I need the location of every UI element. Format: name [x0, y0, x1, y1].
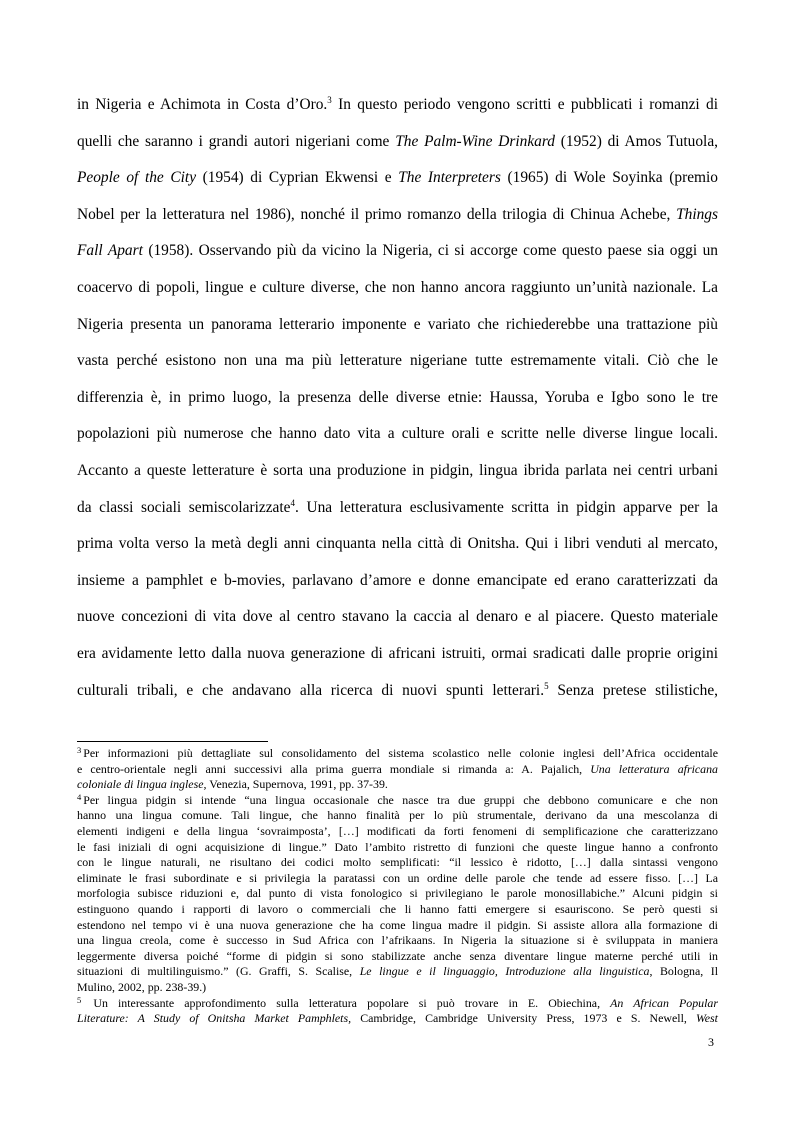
italic-title: Literature: A Study of Onitsha Market Pamphlets, — [77, 1011, 352, 1026]
text-line: in Nigeria e Achimota in Costa d’Oro.$^3$ In questo periodo vengono scritti e pubblicati i romanzi di — [77, 95, 718, 113]
footnote-line: e centro-orientale negli anni successivi alla prima guerra mondiale si rimanda a: A. Pajalich, Una letteratura africana — [77, 761, 719, 776]
text-line: vasta perché esistono non una ma più letterature nigeriane tutte estremamente vitali. Ciò che le — [77, 352, 718, 370]
footnote-number: 3 — [77, 745, 82, 755]
footnote-number: 4 — [77, 791, 82, 802]
text-line: insieme a pamphlet e b-movies, parlavano d’amore e donne emancipate ed erano caratterizzati da — [77, 571, 718, 589]
footnote-reference[interactable]: 3 — [327, 95, 332, 105]
footnote-line: con le lingue naturali, ne risultano dei codici molto semplificati: “il lessico è ridotto, […] dalla sintassi vengono — [77, 855, 718, 870]
footnote-line: Literature: A Study of Onitsha Market Pamphlets, Cambridge, Cambridge University Press, 1973 e S. Newell, West — [77, 1011, 718, 1026]
footnote-line: hanno una lingua comune. Tali lingue, che hanno finalità per lo più strumentale, derivano da una mescolanza di — [77, 808, 718, 823]
footnote-line: situazioni di multilinguismo.” (G. Graffi, S. Scalise, Le lingue e il linguaggio, Introduzione alla linguistica, Bologna, Il — [77, 964, 719, 979]
footnote-line: Mulino, 2002, pp. 238-39.) — [77, 979, 207, 994]
text-line: People of the City (1954) di Cyprian Ekwensi e The Interpreters (1965) di Wole Soyinka (premio — [77, 169, 718, 187]
footnote-line: morfologia subisce riduzioni e, dal punto di vista fonologico si privilegiano le parole monosillabiche.” Alcuni pidgin si — [77, 886, 718, 901]
footnote-line: leggermente diversa poiché “forme di pidgin si sono stabilizzate anche senza diventare lingue materne perché utili in — [77, 948, 718, 963]
text-line: Fall Apart (1958). Osservando più da vicino la Nigeria, ci si accorge come questo paese sia oggi un — [77, 242, 718, 260]
footnote-line: le fasi iniziali di ogni acquisizione di lingue.” Dato l’ambito ristretto di funzioni che queste lingue hanno a confronto — [77, 839, 718, 854]
footnote-line: eliminate le frasi subordinate e si privilegia la paratassi con un ordine delle parole che tende ad essere fisso. […] La — [77, 870, 718, 885]
footnote-line: coloniale di lingua inglese, Venezia, Supernova, 1991, pp. 37-39. — [77, 777, 388, 792]
italic-title: Le lingue e il linguaggio, Introduzione alla linguistica — [359, 964, 650, 979]
text-line: Accanto a queste letterature è sorta una produzione in pidgin, lingua ibrida parlata nei centri urbani — [77, 461, 718, 479]
italic-title: An African Popular — [610, 995, 718, 1010]
text-line: Nigeria presenta un panorama letterario imponente e variato che richiederebbe una trattazione più — [77, 315, 718, 333]
text-line: nuove concezioni di vita dove al centro stavano la caccia al denaro e al piacere. Questo materiale — [77, 608, 718, 626]
italic-title: coloniale di lingua inglese, — [77, 777, 207, 792]
footnote-line: estendono nel tempo vi è una nuova generazione che ha come lingua madre il pidgin. Si assiste allora alla formazione di — [77, 917, 718, 932]
italic-title: The Palm-Wine Drinkard — [395, 132, 555, 150]
text-line: popolazioni più numerose che hanno dato vita a culture orali e scritte nelle diverse lingue locali. — [77, 425, 718, 443]
footnote-separator — [77, 741, 268, 742]
italic-title: The Interpreters — [398, 169, 501, 187]
footnote-line: estinguono quando i rapporti di lavoro o commerciali che li hanno fatti emergere si esauriscono. Se però questi si — [77, 901, 718, 916]
footnote-line: $^5$ Un interessante approfondimento sulla letteratura popolare si può trovare in E. Obiechina, An African Popular — [77, 994, 718, 1010]
italic-title: Things — [676, 205, 718, 223]
footnote-line: una lingua creola, come è successo in Sud Africa con l’afrikaans. In Nigeria la situazione si è sviluppata in maniera — [77, 933, 718, 948]
text-line: culturali tribali, e che andavano alla ricerca di nuovi spunti letterari.$^5$ Senza pretese stilistiche, — [77, 680, 719, 699]
text-line: differenzia è, in primo luogo, la presenza delle diverse etnie: Haussa, Yoruba e Igbo sono le tre — [77, 388, 718, 406]
italic-title: Fall Apart — [77, 242, 143, 260]
text-line: quelli che saranno i grandi autori nigeriani come The Palm-Wine Drinkard (1952) di Amos Tutuola, — [77, 132, 719, 150]
text-line: coacervo di popoli, lingue e culture diverse, che non hanno ancora raggiunto un’unità nazionale. La — [77, 278, 718, 296]
footnotes — [77, 746, 718, 1027]
italic-title: Una letteratura africana — [590, 761, 719, 776]
footnote-line: $^3$ Per informazioni più dettagliate sul consolidamento del sistema scolastico nelle colonie inglesi dell’Africa occidentale — [77, 745, 718, 760]
footnote-reference[interactable]: 5 — [544, 680, 549, 691]
text-line: Nobel per la letteratura nel 1986), nonché il primo romanzo della trilogia di Chinua Achebe, Things — [77, 205, 718, 223]
text-line: da classi sociali semiscolarizzate$^4$. Una letteratura esclusivamente scritta in pidgin apparve per la — [77, 497, 718, 516]
footnote-line: elementi indigeni e della lingua ‘sovraimposta’, […] modificati da forti fenomeni di semplificazione che caratterizzano — [77, 823, 718, 838]
footnote-line: $^4$ Per lingua pidgin si intende “una lingua occasionale che nasce tra due gruppi che debbono comunicare e che non — [77, 791, 718, 807]
italic-title: People of the City — [77, 169, 197, 187]
page-number: 3 — [708, 1035, 714, 1049]
text-line: era avidamente letto dalla nuova generazione di africani istruiti, ormai sradicati dalle proprie origini — [77, 644, 718, 662]
footnote-number: 5 — [77, 994, 82, 1005]
main-text — [77, 87, 718, 709]
text-line: prima volta verso la metà degli anni cinquanta nella città di Onitsha. Qui i libri venduti al mercato, — [77, 535, 718, 553]
italic-title: West — [695, 1011, 718, 1026]
footnote-reference[interactable]: 4 — [290, 497, 295, 508]
